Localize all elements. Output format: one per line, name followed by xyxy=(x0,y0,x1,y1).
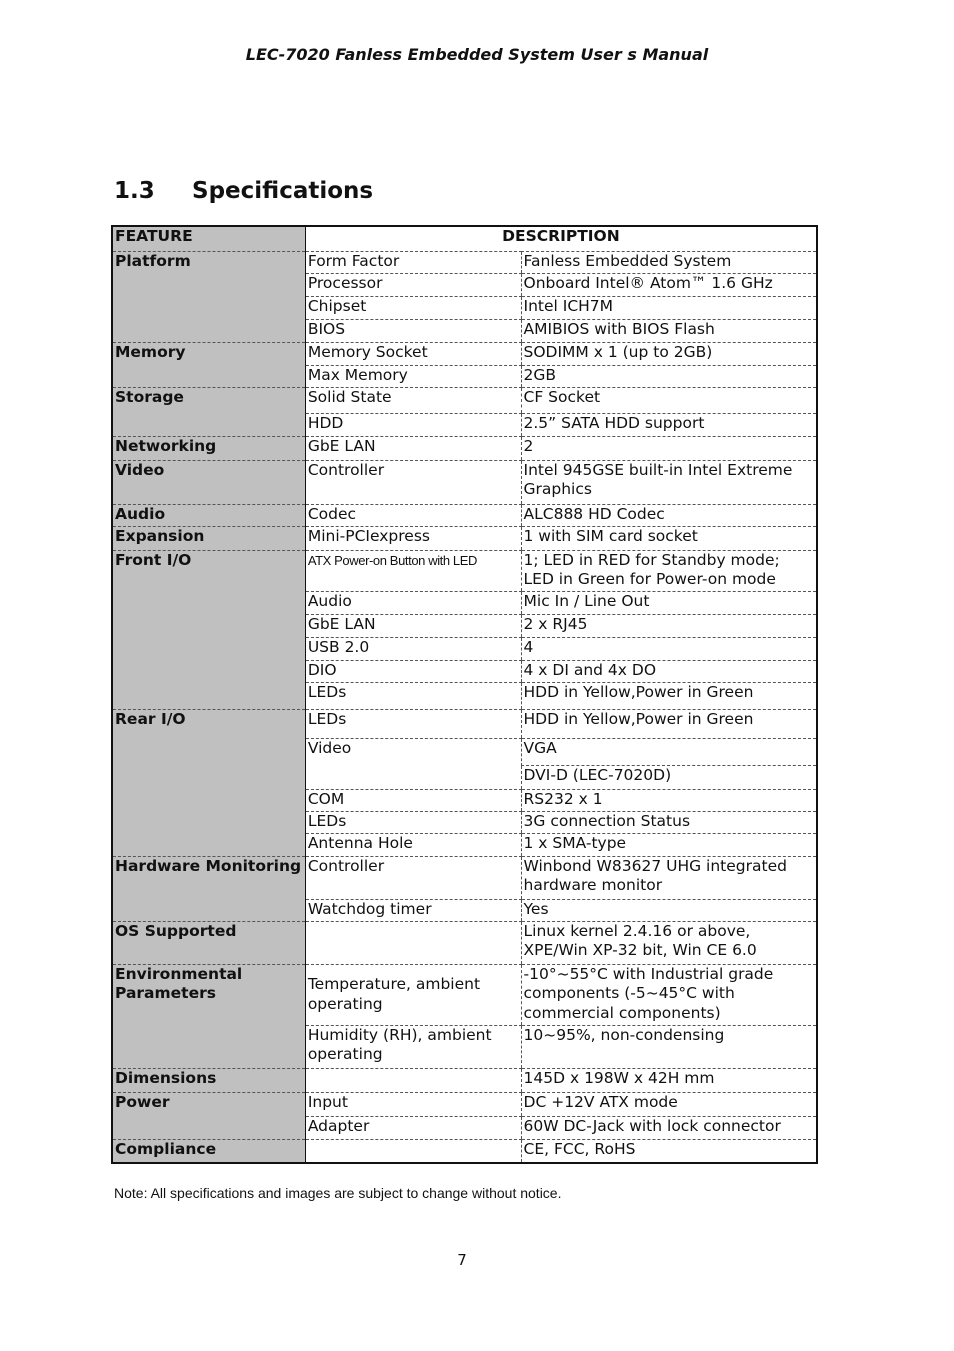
description-cell: DC +12V ATX mode xyxy=(521,1092,817,1116)
table-row xyxy=(112,964,817,1025)
description-cell: Mic In / Line Out xyxy=(521,591,817,614)
item-cell: LEDs xyxy=(305,682,521,709)
table-row xyxy=(112,387,817,413)
item-cell: USB 2.0 xyxy=(305,637,521,660)
item-cell xyxy=(305,921,521,964)
description-cell: RS232 x 1 xyxy=(521,789,817,811)
feature-cell: Power xyxy=(112,1092,305,1139)
description-cell: 2 x RJ45 xyxy=(521,614,817,637)
item-cell: LEDs xyxy=(305,811,521,833)
item-cell: LEDs xyxy=(305,709,521,738)
feature-cell: Audio xyxy=(112,504,305,526)
table-row xyxy=(112,1092,817,1116)
item-cell: Input xyxy=(305,1092,521,1116)
item-cell: GbE LAN xyxy=(305,614,521,637)
specifications-table xyxy=(111,225,818,1164)
item-cell: Watchdog timer xyxy=(305,899,521,921)
description-cell: Fanless Embedded System xyxy=(521,251,817,273)
item-cell: Controller xyxy=(305,460,521,504)
description-cell: 1 x SMA-type xyxy=(521,833,817,856)
description-cell: DVI-D (LEC-7020D) xyxy=(521,765,817,789)
item-cell: GbE LAN xyxy=(305,436,521,460)
table-header-row xyxy=(112,226,817,251)
table-row xyxy=(112,504,817,526)
description-cell: 4 xyxy=(521,637,817,660)
item-cell: Antenna Hole xyxy=(305,833,521,856)
table-row xyxy=(112,856,817,899)
table-row xyxy=(112,251,817,273)
description-cell: 2GB xyxy=(521,365,817,387)
item-cell: Chipset xyxy=(305,296,521,319)
feature-cell: Memory xyxy=(112,342,305,387)
item-cell: Memory Socket xyxy=(305,342,521,365)
item-cell: ATX Power-on Button with LED xyxy=(305,550,521,591)
description-cell: CF Socket xyxy=(521,387,817,413)
feature-cell: Expansion xyxy=(112,526,305,550)
feature-cell: Storage xyxy=(112,387,305,436)
item-cell: Audio xyxy=(305,591,521,614)
description-cell: Linux kernel 2.4.16 or above, XPE/Win XP-32 bit, Win CE 6.0 xyxy=(521,921,817,964)
description-column-header: DESCRIPTION xyxy=(305,226,817,251)
description-cell: CE, FCC, RoHS xyxy=(521,1139,817,1163)
table-row xyxy=(112,460,817,504)
table-row xyxy=(112,1139,817,1163)
feature-column-header: FEATURE xyxy=(112,226,305,251)
item-cell: Codec xyxy=(305,504,521,526)
description-cell: 2.5” SATA HDD support xyxy=(521,413,817,436)
item-cell: Processor xyxy=(305,273,521,296)
description-cell: 3G connection Status xyxy=(521,811,817,833)
item-cell: Max Memory xyxy=(305,365,521,387)
item-cell: Adapter xyxy=(305,1116,521,1139)
table-row xyxy=(112,342,817,365)
description-cell: 1; LED in RED for Standby mode; LED in Green for Power-on mode xyxy=(521,550,817,591)
description-cell: Onboard Intel® Atom™ 1.6 GHz xyxy=(521,273,817,296)
description-cell: 10~95%, non-condensing xyxy=(521,1025,817,1068)
item-cell: Controller xyxy=(305,856,521,899)
table-row xyxy=(112,436,817,460)
feature-cell: Dimensions xyxy=(112,1068,305,1092)
description-cell: 2 xyxy=(521,436,817,460)
item-cell xyxy=(305,1139,521,1163)
feature-cell: Compliance xyxy=(112,1139,305,1163)
feature-cell: OS Supported xyxy=(112,921,305,964)
section-number: 1.3 xyxy=(114,178,155,204)
feature-cell: Environmental Parameters xyxy=(112,964,305,1068)
page-header: LEC-7020 Fanless Embedded System User s Manual xyxy=(245,45,709,64)
table-row xyxy=(112,526,817,550)
item-cell: Video xyxy=(305,738,521,789)
description-cell: Intel ICH7M xyxy=(521,296,817,319)
description-cell: 145D x 198W x 42H mm xyxy=(521,1068,817,1092)
description-cell: Yes xyxy=(521,899,817,921)
feature-cell: Rear I/O xyxy=(112,709,305,856)
section-heading xyxy=(114,178,373,204)
item-cell: Temperature, ambient operating xyxy=(305,964,521,1025)
item-cell: Humidity (RH), ambient operating xyxy=(305,1025,521,1068)
item-cell: HDD xyxy=(305,413,521,436)
description-cell: HDD in Yellow,Power in Green xyxy=(521,682,817,709)
item-cell: COM xyxy=(305,789,521,811)
description-cell: SODIMM x 1 (up to 2GB) xyxy=(521,342,817,365)
feature-cell: Video xyxy=(112,460,305,504)
description-cell: Intel 945GSE built-in Intel Extreme Graphics xyxy=(521,460,817,504)
feature-cell: Networking xyxy=(112,436,305,460)
description-cell: Winbond W83627 UHG integrated hardware monitor xyxy=(521,856,817,899)
table-row xyxy=(112,709,817,738)
item-cell: DIO xyxy=(305,660,521,682)
item-cell: Solid State xyxy=(305,387,521,413)
footnote: Note: All specifications and images are subject to change without notice. xyxy=(114,1185,562,1201)
table-row xyxy=(112,1068,817,1092)
page-number: 7 xyxy=(457,1251,467,1269)
item-cell: BIOS xyxy=(305,319,521,342)
feature-cell: Hardware Monitoring xyxy=(112,856,305,921)
section-title: Specifications xyxy=(192,178,374,204)
item-cell xyxy=(305,1068,521,1092)
item-cell: Form Factor xyxy=(305,251,521,273)
description-cell: AMIBIOS with BIOS Flash xyxy=(521,319,817,342)
description-cell: ALC888 HD Codec xyxy=(521,504,817,526)
feature-cell: Front I/O xyxy=(112,550,305,709)
table-row xyxy=(112,921,817,964)
description-cell: 4 x DI and 4x DO xyxy=(521,660,817,682)
description-cell: VGA xyxy=(521,738,817,765)
feature-cell: Platform xyxy=(112,251,305,342)
table-row xyxy=(112,550,817,591)
description-cell: 1 with SIM card socket xyxy=(521,526,817,550)
description-cell: HDD in Yellow,Power in Green xyxy=(521,709,817,738)
description-cell: 60W DC-Jack with lock connector xyxy=(521,1116,817,1139)
description-cell: -10°~55°C with Industrial grade components (-5~45°C with commercial components) xyxy=(521,964,817,1025)
item-cell: Mini-PCIexpress xyxy=(305,526,521,550)
